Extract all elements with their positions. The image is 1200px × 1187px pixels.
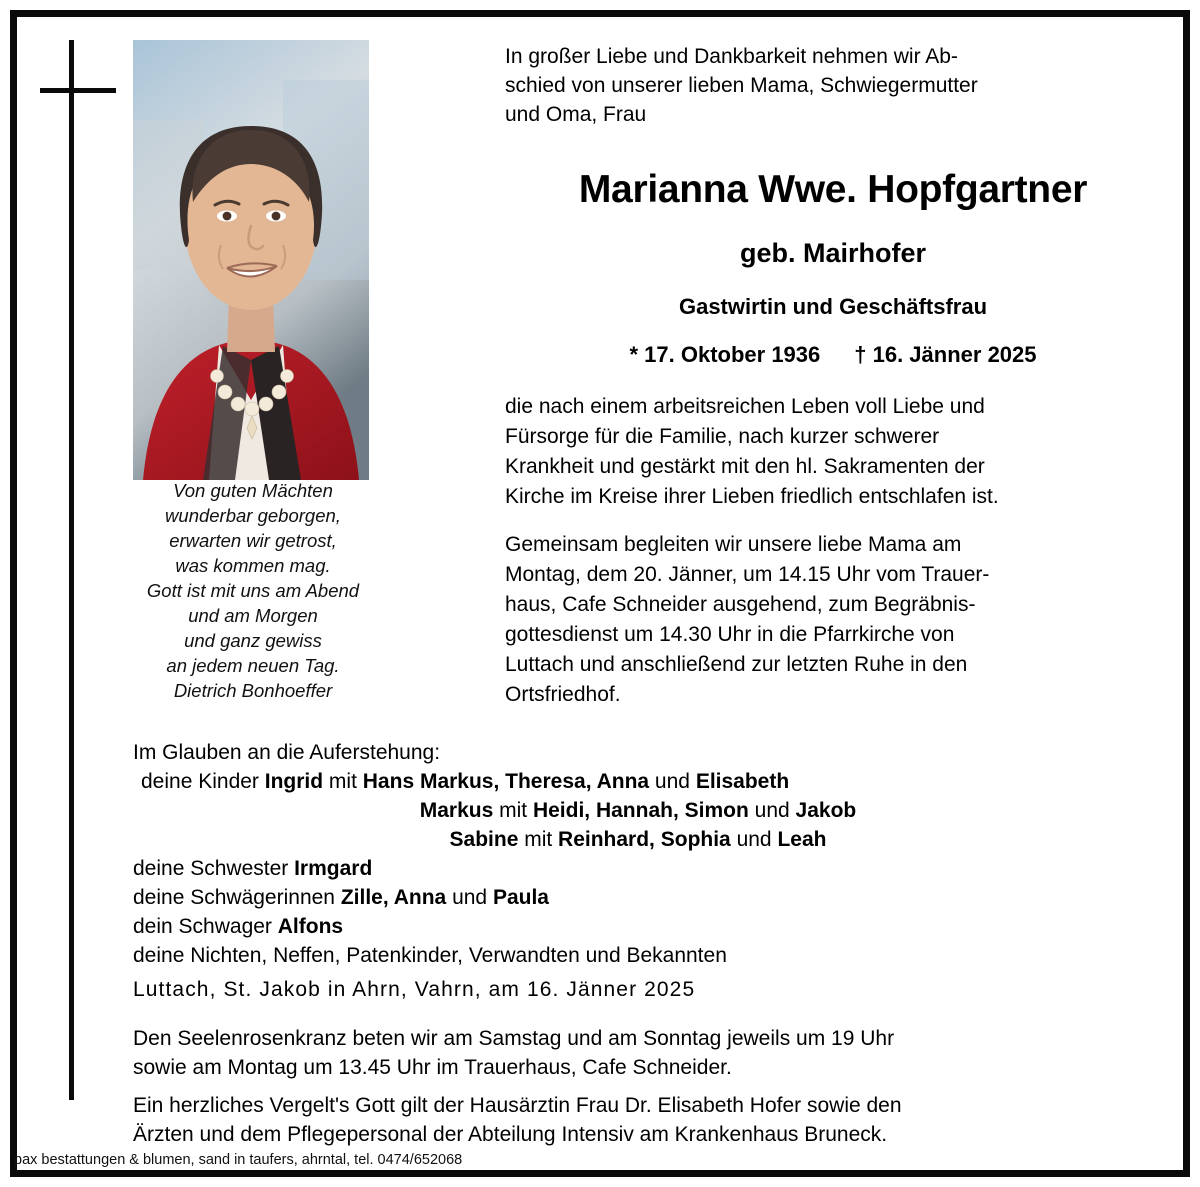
rosary-line: sowie am Montag um 13.45 Uhr im Trauerhaus, Cafe Schneider. — [133, 1056, 732, 1079]
thanks-line: Ein herzliches Vergelt's Gott gilt der Hausärztin Frau Dr. Elisabeth Hofer sowie den — [133, 1094, 902, 1117]
intro-line: In großer Liebe und Dankbarkeit nehmen wir Ab- — [505, 45, 958, 68]
paragraph-line: Krankheit und gestärkt mit den hl. Sakramenten der — [505, 455, 985, 478]
family-row: Sabine mit Reinhard, Sophia und Leah — [449, 828, 827, 851]
faith-line: Im Glauben an die Auferstehung: — [133, 741, 441, 764]
verse-line: an jedem neuen Tag. — [166, 655, 340, 676]
family-row: dein Schwager Alfons — [133, 915, 344, 938]
cross-horizontal-bar — [40, 88, 116, 93]
verse-line: was kommen mag. — [175, 555, 331, 576]
place-and-date: Luttach, St. Jakob in Ahrn, Vahrn, am 16. Jänner 2025 — [133, 978, 696, 1001]
intro-line: schied von unserer lieben Mama, Schwiegermutter — [505, 74, 978, 97]
death-date: † 16. Jänner 2025 — [854, 342, 1037, 367]
family-row: Markus mit Heidi, Hannah, Simon und Jakob — [419, 799, 857, 822]
closing-block — [133, 1024, 1153, 1149]
family-row: deine Kinder Ingrid mit Hans Markus, Theresa, Anna und Elisabeth — [141, 770, 790, 793]
family-row: deine Nichten, Neffen, Patenkinder, Verwandten und Bekannten — [133, 944, 727, 967]
verse-line: wunderbar geborgen, — [165, 505, 341, 526]
paragraph-line: Luttach und anschließend zur letzten Ruhe in den — [505, 653, 968, 676]
life-dates — [493, 342, 1173, 368]
maiden-name: geb. Mairhofer — [739, 238, 927, 268]
deceased-name: Marianna Wwe. Hopfgartner — [578, 168, 1088, 211]
paragraph-line: Montag, dem 20. Jänner, um 14.15 Uhr vom Trauer- — [505, 563, 990, 586]
family-block — [133, 738, 1143, 970]
verse-line: Von guten Mächten — [173, 480, 333, 501]
intro-text — [505, 42, 1165, 129]
verse-line: und am Morgen — [188, 605, 318, 626]
cross-symbol — [40, 40, 120, 1100]
verse-author: Dietrich Bonhoeffer — [173, 680, 333, 701]
paragraph-funeral — [505, 530, 1168, 710]
verse-line: erwarten wir getrost, — [169, 530, 337, 551]
paragraph-line: Ortsfriedhof. — [505, 683, 621, 706]
portrait-photo — [133, 40, 369, 480]
paragraph-line: Kirche im Kreise ihrer Lieben friedlich entschlafen ist. — [505, 485, 999, 508]
family-row: deine Schwägerinnen Zille, Anna und Paula — [133, 886, 549, 909]
paragraph-line: Gemeinsam begleiten wir unsere liebe Mama am — [505, 533, 962, 556]
paragraph-line: haus, Cafe Schneider ausgehend, zum Begräbnis- — [505, 593, 976, 616]
verse-block — [133, 478, 373, 703]
family-row: deine Schwester Irmgard — [133, 857, 373, 880]
verse-line: und ganz gewiss — [184, 630, 322, 651]
paragraph-line: Fürsorge für die Familie, nach kurzer schwerer — [505, 425, 940, 448]
cross-vertical-bar — [69, 40, 74, 1100]
paragraph-line: die nach einem arbeitsreichen Leben voll Liebe und — [505, 395, 985, 418]
rosary-line: Den Seelenrosenkranz beten wir am Samstag und am Sonntag jeweils um 19 Uhr — [133, 1027, 895, 1050]
profession: Gastwirtin und Geschäftsfrau — [678, 294, 988, 319]
birth-date: * 17. Oktober 1936 — [629, 342, 821, 367]
paragraph-line: gottesdienst um 14.30 Uhr in die Pfarrkirche von — [505, 623, 955, 646]
verse-line: Gott ist mit uns am Abend — [146, 580, 360, 601]
thanks-line: Ärzten und dem Pflegepersonal der Abteilung Intensiv am Krankenhaus Bruneck. — [133, 1123, 888, 1146]
funeral-home-footer: pax bestattungen & blumen, sand in taufers, ahrntal, tel. 0474/652068 — [14, 1152, 463, 1168]
paragraph-death — [505, 392, 1168, 512]
intro-line: und Oma, Frau — [505, 103, 647, 126]
